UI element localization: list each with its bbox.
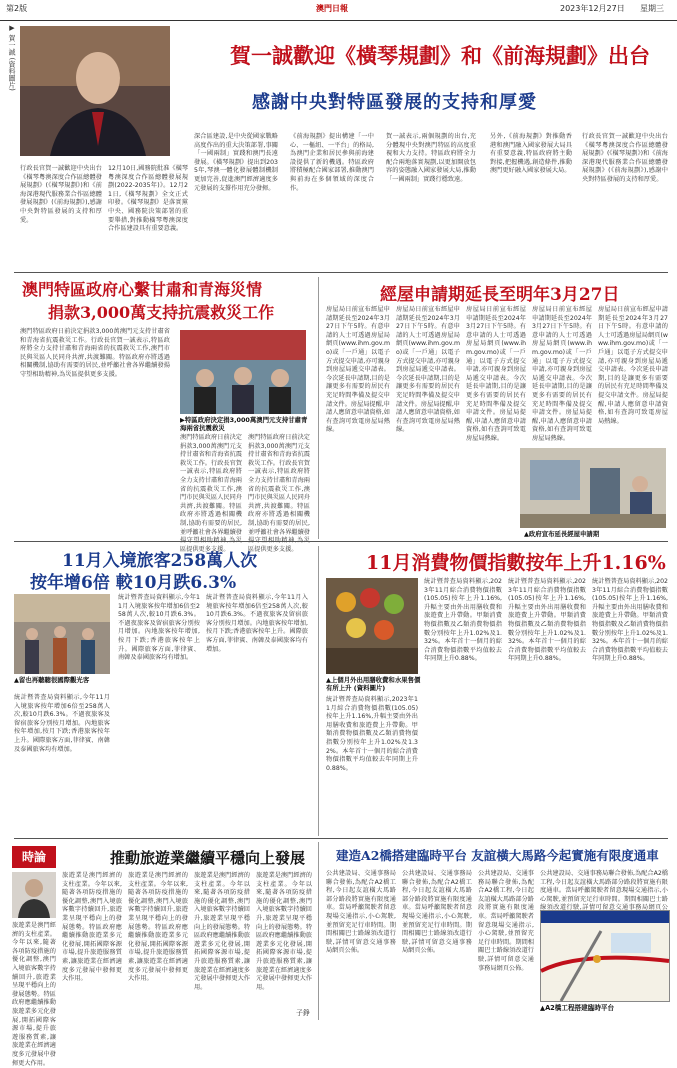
commentary-badge: 時論 bbox=[12, 846, 56, 868]
tourism-body-1: 旅遊業是澳門經濟的支柱產業。今年以來,隨著各項防疫措施的優化調整,澳門入境旅客數字持續回升,旅遊業呈現平穩向上的發展態勢。特區政府應繼續推動旅遊業多元化發展,開拓國際客源市場,提升旅遊服務質素,讓旅遊業在經濟適度多元發展中發揮更大作用。 bbox=[12, 922, 56, 1067]
author-portrait bbox=[12, 872, 56, 918]
bridge-body-4: 公共建設局、交通事務局聯合發佈,為配合A2橋工程,今日起友誼橫大馬路部分路段將實施有限度通車。當局呼籲駕駛者留意現場交通指示,小心駕駛,並預留充足行車時間。期間相關巴士路線須改道行駛,詳情可留意交通事務局網頁公 bbox=[540, 870, 668, 912]
bridge-map bbox=[540, 910, 670, 1002]
masthead: 澳門日報 bbox=[316, 3, 348, 13]
cpi-photo-caption: ▲上個月外出用膳收費和水果售價有所上升 (資料圖片) bbox=[326, 676, 421, 692]
cpi-body-4: 統計暨普查局資料顯示,2023年11月綜合消費物價指數(105.05)按年上升1.16%,升幅主要由外出用膳收費和旅遊費上升帶動。甲類消費物價指數及乙類消費物價指數分別按年上升1.02%及1.32%。本年首十一個月的綜合消費物價指數平均值較去年同期上升0.88%。 bbox=[592, 578, 668, 663]
donation-body-3: 澳門特區政府日前決定捐款3,000萬澳門元支持甘肅省和青海省抗震救災工作。行政長官賀一誠表示,特區政府將全力支持甘肅和青海兩省的抗震救災工作,澳門市民與災區人民同舟共濟,共渡難關。特區政府亦將透過相關機制,協助有需要的居民,並呼籲社會各界繼續發 區提供更多支援。 bbox=[248, 434, 310, 553]
column-divider-3 bbox=[318, 842, 319, 1020]
lead-col-3: 深合區建設,是中央從國家戰略高度作出的重大決策部署,事關「一國兩制」實踐和澳門長遠發展。《橫琴規劃》提出到2035年,琴澳一體化發展體制機制更加完善,促進澳門經濟適度多元發展的支撐作用充分發揮。 bbox=[194, 133, 278, 192]
bridge-body-2: 公共建設局、交通事務局聯合發佈,為配合A2橋工程,今日起友誼橫大馬路部分路段將實施有限度通車。當局呼籲駕駛者留意現場交通指示,小心駕駛,並預留充足行車時間。期間相關巴士路線須改道行駛,詳情可留意交通事務局網頁公佈。 bbox=[402, 870, 472, 955]
issue-date: 2023年12月27日 bbox=[560, 4, 625, 13]
tourism-body-3: 旅遊業是澳門經濟的支柱產業。今年以來,隨著各項防疫措施的優化調整,澳門入境旅客數字持續回升,旅遊業呈現平穩向上的發展態勢。特區政府應繼續推動旅遊業多元化發展,開拓國際客源市場,提升旅遊服務質素,讓旅遊業在經濟適度多元發展中發揮更大作用。 bbox=[128, 872, 188, 983]
housing-photo bbox=[520, 448, 666, 528]
column-divider bbox=[318, 277, 319, 539]
visitors-photo-caption: ▲留也再聽聽很國際觀光客 bbox=[14, 676, 90, 684]
cpi-body-2: 統計暨普查局資料顯示,2023年11月綜合消費物價指數(105.05)按年上升1.16%,升幅主要由外出用膳收費和旅遊費上升帶動。甲類消費物價指數及乙類消費物價指數分別按年上升1.02%及1.32%。本年首十一個月的綜合消費物價指數平均值較去年同期上升0.88%。 bbox=[424, 578, 502, 663]
bridge-body-1: 公共建設局、交通事務局聯合發佈,為配合A2橋工程,今日起友誼橫大馬路部分路段將實施有限度通車。當局呼籲駕駛者留意現場交通指示,小心駕駛,並預留充足行車時間。期間相關巴士路線須改道行駛,詳情可留意交通事務局網頁公佈。 bbox=[326, 870, 396, 955]
section-divider-3 bbox=[14, 838, 668, 839]
tourism-body-2: 旅遊業是澳門經濟的支柱產業。今年以來,隨著各項防疫措施的優化調整,澳門入境旅客數字持續回升,旅遊業呈現平穩向上的發展態勢。特區政府應繼續推動旅遊業多元化發展,開拓國際客源市場,提升旅遊服務質素,讓旅遊業在經濟適度多元發展中發揮更大作用。 bbox=[62, 872, 122, 983]
page-number: 第2版 bbox=[6, 4, 28, 13]
cpi-photo bbox=[326, 578, 418, 674]
cpi-headline: 11月消費物價指數按年上升1.16% bbox=[366, 552, 666, 574]
donation-headline-1: 澳門特區政府心繫甘肅和青海災情 bbox=[22, 280, 263, 299]
donation-photo bbox=[180, 330, 306, 414]
weekday: 星期三 bbox=[640, 4, 664, 13]
visitors-headline-2: 按年增6倍 較10月跌6.3% bbox=[30, 573, 237, 593]
column-divider-2 bbox=[318, 546, 319, 836]
housing-body-5: 房屋局日前宣布經屋申請期延長至2024年3月27日下午5時。有意申請的人士可透過房屋局網頁(www.ihm.gov.mo)或「一戶通」以電子方式提交申請,亦可親身到房屋局遞交申請表。今次延長申請期,目的是讓更多有需要的居民有充足時間準備及提交申請文件。房屋局提醒,申請人應留意申請資格,如有查詢可致電房屋局熱線。 bbox=[598, 306, 668, 425]
housing-body-3: 房屋局日前宣布經屋申請期延長至2024年3月27日下午5時。有意申請的人士可透過房屋局網頁(www.ihm.gov.mo)或「一戶通」以電子方式提交申請,亦可親身到房屋局遞交申請表。今次延長申請期,目的是讓更多有需要的居民有充足時間準備及提交申請文件。房屋局提醒,申請人應留意申請資格,如有查詢可致電房屋局熱線。 bbox=[466, 306, 526, 442]
tourism-body-4: 旅遊業是澳門經濟的支柱產業。今年以來,隨著各項防疫措施的優化調整,澳門入境旅客數字持續回升,旅遊業呈現平穩向上的發展態勢。特區政府應繼續推動旅遊業多元化發展,開拓國際客源市場,提升旅遊服務質素,讓旅遊業在經濟適度多元發展中發揮更大作用。 bbox=[194, 872, 250, 991]
page-header bbox=[0, 0, 677, 21]
donation-photo-caption: ▶特區政府決定捐3,000萬澳門元支持甘肅青海兩省抗震救災 bbox=[180, 416, 308, 432]
housing-body-1: 房屋局日前宣布經屋申請期延長至2024年3月27日下午5時。有意申請的人士可透過房屋局網頁(www.ihm.gov.mo)或「一戶通」以電子方式提交申請,亦可親身到房屋局遞交申請表。今次延長申請期,目的是讓更多有需要的居民有充足時間準備及提交申請文件。房屋局提醒,申請人應留意申請資格,如有查詢可致電房屋局熱線。 bbox=[326, 306, 390, 434]
lead-col-1: 行政長官賀一誠歡迎中央出台《橫琴粵澳深度合作區總體發展規劃》(《橫琴規劃》)和《前海深港現代服務業合作區總體發展規劃》(《前海規劃》),感謝中央對特區發展的支持和厚愛。 bbox=[20, 165, 102, 224]
tourism-body-5: 旅遊業是澳門經濟的支柱產業。今年以來,隨著各項防疫措施的優化調整,澳門入境旅客數字持續回升,旅遊業呈現平穩向上的發展態勢。特區政府應繼續推動旅遊業多元化發展,開拓國際客源市場,提升旅遊服務質素,讓旅遊業在經濟適度多元發展中發揮更大作用。 bbox=[256, 872, 312, 991]
tourism-author: 子錚 bbox=[296, 1009, 310, 1017]
visitors-body-2: 統計暨普查局資料顯示,今年11月入境旅客按年增加6倍至258萬人次,較10月跌6.3%。不過夜旅客及留宿旅客分別按月增加。內地旅客按年增加,按月下跌;香港旅客按年上升。國際旅客方面,菲律賓、南韓及泰國旅客均有增加。 bbox=[118, 594, 200, 662]
lead-headline: 賀一誠歡迎《橫琴規劃》和《前海規劃》出台 bbox=[230, 43, 650, 68]
lead-col-6: 另外,《前海規劃》對推動香港和澳門融入國家發展大局具有重要意義,特區政府將主動對接,把握機遇,創造條件,推動澳門更好融入國家發展大局。 bbox=[490, 133, 572, 175]
visitors-photo bbox=[14, 594, 110, 674]
lead-col-7: 行政長官賀一誠歡迎中央出台《橫琴粵澳深度合作區總體發展規劃》(《橫琴規劃》)和《前海深港現代服務業合作區總體發展規劃》(《前海規劃》),感謝中央對特區發展的支持和厚愛。 bbox=[582, 133, 668, 183]
housing-photo-caption: ▲政府宣布延長經屋申請期 bbox=[524, 530, 600, 538]
section-divider bbox=[14, 272, 668, 273]
lead-col-5: 賀一誠表示,兩個規劃的出台,充分體現中央對澳門特區的高度重視和大力支持。特區政府將全力配合兩地落實規劃,以更加開放包容的姿態融入國家發展大局,推動「一國兩制」實踐行穩致遠。 bbox=[386, 133, 476, 183]
lead-col-4: 《前海規劃》提出構建「一中心、一樞紐、一平台」的格局,為澳門企業和居民參與前海建設提供了新的機遇。特區政府將積極配合國家部署,推動澳門與前海在多個領域的深度合作。 bbox=[290, 133, 374, 192]
lead-portrait-photo bbox=[20, 26, 170, 156]
donation-body-1: 澳門特區政府日前決定捐款3,000萬澳門元支持甘肅省和青海省抗震救災工作。行政長官賀一誠表示,特區政府將全力支持甘肅和青海兩省的抗震救災工作,澳門市民與災區人民同舟共濟,共渡難關。特區政府亦將透過相關機制,協助有需要的居民,並呼籲社會各界繼續發揚守望相助精神,為災區提供更多支援。 bbox=[20, 328, 170, 378]
section-divider-2 bbox=[14, 541, 668, 542]
housing-body-2: 房屋局日前宣布經屋申請期延長至2024年3月27日下午5時。有意申請的人士可透過房屋局網頁(www.ihm.gov.mo)或「一戶通」以電子方式提交申請,亦可親身到房屋局遞交申請表。今次延長申請期,目的是讓更多有需要的居民有充足時間準備及提交申請文件。房屋局提醒,申請人應留意申請資格,如有查詢可致電房屋局熱線。 bbox=[396, 306, 460, 434]
lead-photo-caption: ▶ 賀一誠 (資料圖片) bbox=[8, 24, 16, 91]
lead-subheadline: 感謝中央對特區發展的支持和厚愛 bbox=[252, 92, 537, 113]
lead-col-2: 12月10日,國務院批准《橫琴粵澳深度合作區總體發展規劃(2022-2035年)》。12月21日,《橫琴規劃》全文正式印發。《橫琴規劃》是落實黨中央、國務院決策部署的重要舉措,對推動橫琴粵澳深度合作區建設具有重要意義。 bbox=[108, 165, 188, 233]
tourism-headline: 推動旅遊業繼續平穩向上發展 bbox=[110, 849, 306, 867]
donation-headline-2: 捐款3,000萬支持抗震救災工作 bbox=[48, 303, 275, 322]
bridge-headline: 建造A2橋搭建臨時平台 友誼橫大馬路今起實施有限度通車 bbox=[336, 848, 659, 863]
bridge-photo-caption: ▲A2橋工程搭建臨時平台 bbox=[540, 1004, 615, 1012]
housing-headline: 經屋申請期延長至明年3月27日 bbox=[380, 285, 620, 305]
housing-body-4: 房屋局日前宣布經屋申請期延長至2024年3月27日下午5時。有意申請的人士可透過房屋局網頁(www.ihm.gov.mo)或「一戶通」以電子方式提交申請,亦可親身到房屋局遞交申請表。今次延長申請期,目的是讓更多有需要的居民有充足時間準備及提交申請文件。房屋局提醒,申請人應留意申請資格,如有查詢可致電房屋局熱線。 bbox=[532, 306, 592, 442]
bridge-body-3: 公共建設局、交通事務局聯合發佈,為配合A2橋工程,今日起友誼橫大馬路部分路段將實施有限度通車。當局呼籲駕駛者留意現場交通指示,小心駕駛,並預留充足行車時間。期間相關巴士路線須改道行駛,詳情可留意交通事務局網頁公佈。 bbox=[478, 870, 534, 972]
cpi-body-1: 統計暨普查局資料顯示,2023年11月綜合消費物價指數(105.05)按年上升1.16%,升幅主要由外出用膳收費和旅遊費上升帶動。甲類消費物價指數及乙類消費物價指數分別按年上升1.02%及1.32%。本年首十一個月的綜合消費物價指數平均值較去年同期上升0.88%。 bbox=[326, 696, 418, 772]
donation-body-2: 澳門特區政府日前決定捐款3,000萬澳門元支持甘肅省和青海省抗震救災工作。行政長官賀一誠表示,特區政府將全力支持甘肅和青海兩省的抗震救災工作,澳門市民與災區人民同舟共濟,共渡難關。特區政府亦將透過相關機制,協助有需要的居民,並呼籲社會各界繼續發 區提供更多支援。 bbox=[180, 434, 242, 553]
visitors-body-3: 統計暨普查局資料顯示,今年11月入境旅客按年增加6倍至258萬人次,較10月跌6.3%。不過夜旅客及留宿旅客分別按月增加。內地旅客按年增加,按月下跌;香港旅客按年上升。國際旅客方面,菲律賓、南韓及泰國旅客均有增加。 bbox=[206, 594, 308, 653]
visitors-headline-1: 11月入境旅客258萬人次 bbox=[62, 551, 258, 571]
cpi-body-3: 統計暨普查局資料顯示,2023年11月綜合消費物價指數(105.05)按年上升1.16%,升幅主要由外出用膳收費和旅遊費上升帶動。甲類消費物價指數及乙類消費物價指數分別按年上升1.02%及1.32%。本年首十一個月的綜合消費物價指數平均值較去年同期上升0.88%。 bbox=[508, 578, 586, 663]
visitors-body-1: 統計暨普查局資料顯示,今年11月入境旅客按年增加6倍至258萬人次,較10月跌6.3%。不過夜旅客及留宿旅客分別按月增加。內地旅客按年增加,按月下跌;香港旅客按年上升。國際旅客方面,菲律賓、南韓及泰國旅客均有增加。 bbox=[14, 694, 110, 753]
